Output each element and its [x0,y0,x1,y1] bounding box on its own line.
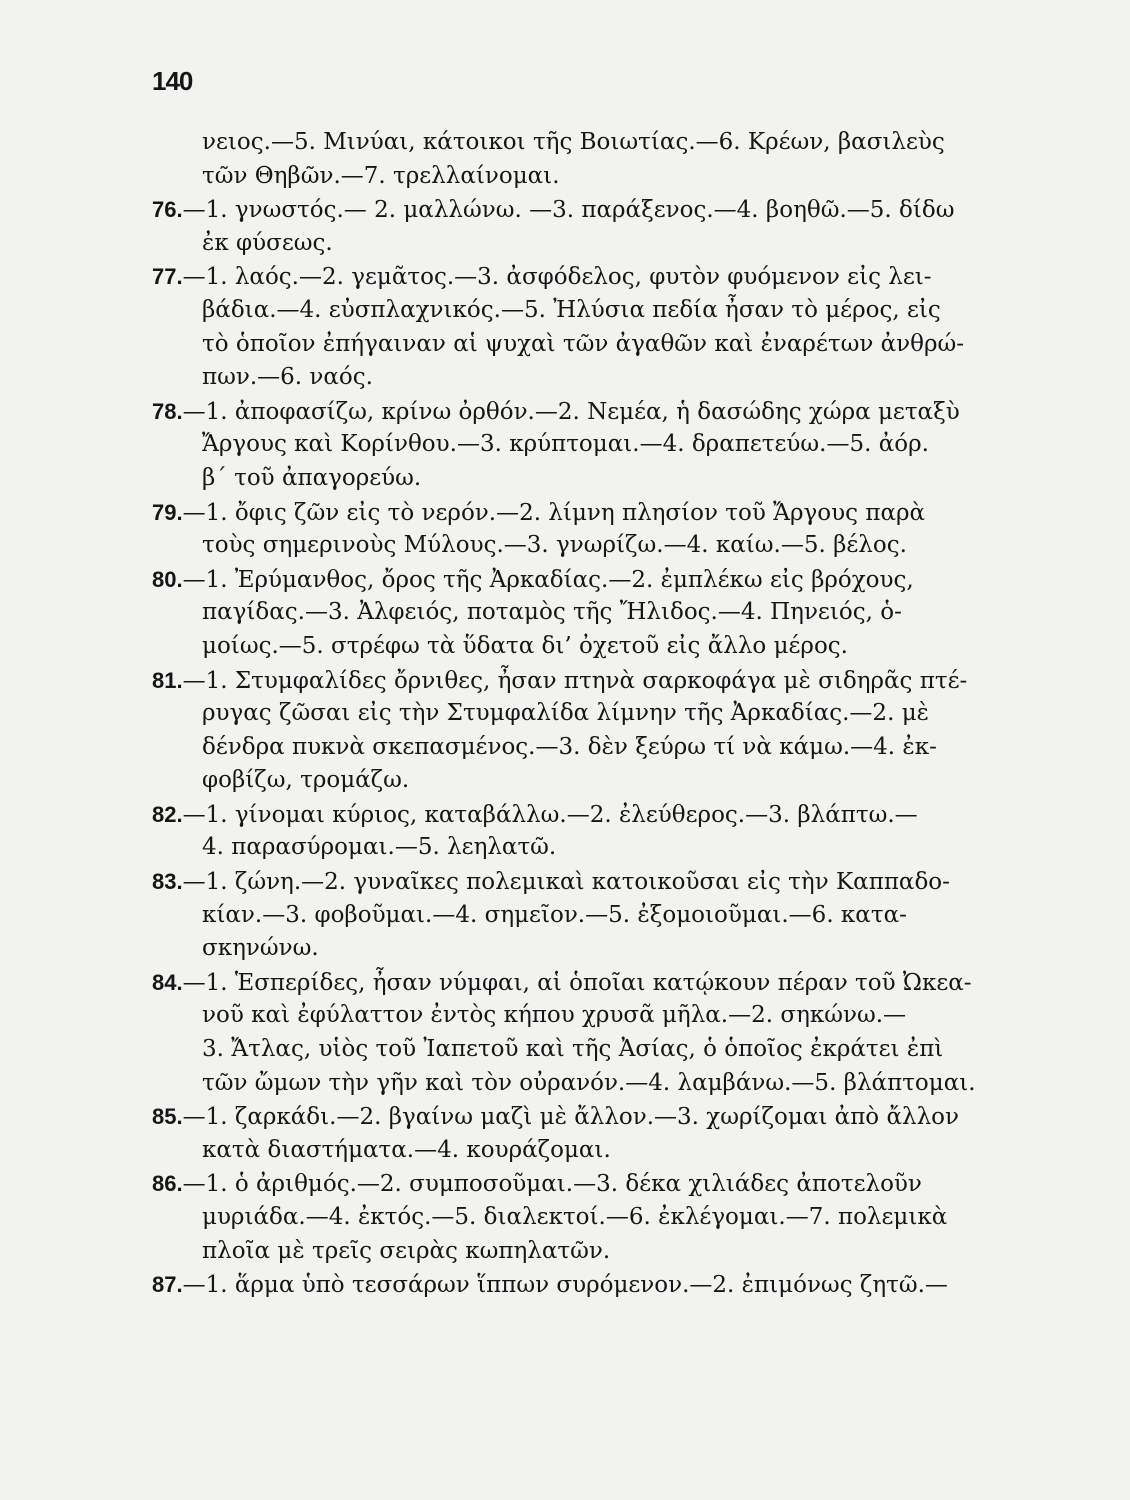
entry-start-line [152,563,992,597]
text-line [152,1033,992,1067]
line-text: —1. ζώνη.—2. γυναῖκες πολεμικαὶ κατοικοῦσαι εἰς τὴν Καππαδο- [182,869,950,896]
text-line [152,1067,992,1101]
line-text: σκηνώνω. [202,935,319,962]
line-text: —1. γίνομαι κύριος, καταβάλλω.—2. ἐλεύθερος.—3. βλάπτω.— [182,801,918,828]
entry-number: 79. [152,499,183,525]
entry-number: 84. [152,969,183,995]
line-text: Ἄργους καὶ Κορίνθου.—3. κρύπτομαι.—4. δραπετεύω.—5. ἀόρ. [202,431,929,458]
text-line [152,1201,992,1235]
line-text: τοὺς σημερινοὺς Μύλους.—3. γνωρίζω.—4. καίω.—5. βέλος. [202,532,907,559]
entry-start-line [152,395,992,429]
entry-number: 87. [152,1272,183,1298]
text-line [152,361,992,395]
text-line [152,227,992,261]
entry-start-line [152,496,992,530]
line-text: κατὰ διαστήματα.—4. κουράζομαι. [202,1136,611,1163]
line-text: —1. ἅρμα ὑπὸ τεσσάρων ἵππων συρόμενον.—2. ἐπιμόνως ζητῶ.— [182,1272,948,1299]
line-text: κίαν.—3. φοβοῦμαι.—4. σημεῖον.—5. ἐξομοιοῦμαι.—6. κατα- [202,901,907,928]
line-text: νειος.—5. Μινύαι, κάτοικοι τῆς Βοιωτίας.—6. Κρέων, βασιλεὺς [202,129,945,155]
text-line [152,1134,992,1168]
entry-number: 76. [152,197,183,223]
entry-number: 82. [152,801,183,827]
text-line [152,596,992,630]
entry-start-line [152,260,992,294]
entry-start-line [152,865,992,899]
line-text: μυριάδα.—4. ἐκτός.—5. διαλεκτοί.—6. ἐκλέγομαι.—7. πολεμικὰ [202,1204,948,1230]
entry-start-line [152,798,992,832]
entry-number: 83. [152,869,183,895]
entry-number: 86. [152,1171,183,1197]
text-line [152,1235,992,1269]
text-line [152,294,992,328]
line-text: φοβίζω, τρομάζω. [202,767,410,794]
text-line [152,529,992,563]
text-line [152,932,992,966]
line-text: βάδια.—4. εὐσπλαχνικός.—5. Ἠλύσια πεδία ἦσαν τὸ μέρος, εἰς [202,296,941,323]
line-text: νοῦ καὶ ἐφύλαττον ἐντὸς κήπου χρυσᾶ μῆλα.—2. σηκώνω.— [202,1002,907,1029]
line-text: ρυγας ζῶσαι εἰς τὴν Στυμφαλίδα λίμνην τῆς Ἀρκαδίας.—2. μὲ [202,700,929,727]
text-line [152,630,992,664]
line-text: —1. ὁ ἀριθμός.—2. συμποσοῦμαι.—3. δέκα χιλιάδες ἀποτελοῦν [182,1171,922,1198]
line-text: 3. Ἄτλας, υἱὸς τοῦ Ἰαπετοῦ καὶ τῆς Ἀσίας, ὁ ὁποῖος ἐκράτει ἐπὶ [202,1036,944,1063]
entry-start-line [152,193,992,227]
line-text: τῶν Θηβῶν.—7. τρελλαίνομαι. [202,162,560,189]
glossary-text [152,126,992,1302]
entry-start-line [152,966,992,1000]
text-line [152,731,992,765]
entry-start-line [152,1268,992,1302]
text-line [152,462,992,496]
text-line [152,160,992,194]
line-text: —1. ζαρκάδι.—2. βγαίνω μαζὶ μὲ ἄλλον.—3. χωρίζομαι ἀπὸ ἄλλον [182,1104,959,1131]
line-text: δένδρα πυκνὰ σκεπασμένος.—3. δὲν ξεύρω τί νὰ κάμω.—4. ἐκ- [202,733,937,760]
text-line [152,831,992,865]
line-text: 4. παρασύρομαι.—5. λεηλατῶ. [202,834,557,861]
text-line [152,999,992,1033]
line-text: μοίως.—5. στρέφω τὰ ὕδατα δι’ ὀχετοῦ εἰς ἄλλο μέρος. [202,632,848,659]
line-text: β΄ τοῦ ἀπαγορεύω. [202,464,422,491]
entry-number: 81. [152,667,183,693]
line-text: τῶν ὤμων τὴν γῆν καὶ τὸν οὐρανόν.—4. λαμβάνω.—5. βλάπτομαι. [202,1069,976,1096]
text-line [152,328,992,362]
line-text: —1. ἀποφασίζω, κρίνω ὀρθόν.—2. Νεμέα, ἡ δασώδης χώρα μεταξὺ [182,398,960,425]
line-text: —1. Ἐρύμανθος, ὄρος τῆς Ἀρκαδίας.—2. ἐμπλέκω εἰς βρόχους, [182,566,914,593]
line-text: —1. Στυμφαλίδες ὄρνιθες, ἦσαν πτηνὰ σαρκοφάγα μὲ σιδηρᾶς πτέ- [182,667,968,694]
entry-number: 85. [152,1104,183,1130]
line-text: πων.—6. ναός. [202,364,373,391]
line-text: —1. ὄφις ζῶν εἰς τὸ νερόν.—2. λίμνη πλησίον τοῦ Ἄργους παρὰ [182,499,926,526]
entry-number: 80. [152,566,183,592]
line-text: —1. λαός.—2. γεμᾶτος.—3. ἀσφόδελος, φυτὸν φυόμενον εἰς λει- [182,264,932,291]
line-text: πλοῖα μὲ τρεῖς σειρὰς κωπηλατῶν. [202,1237,611,1264]
entry-start-line [152,1167,992,1201]
line-text: παγίδας.—3. Ἀλφειός, ποταμὸς τῆς Ἤλιδος.—4. Πηνειός, ὁ- [202,599,902,626]
page-number: 140 [152,66,193,96]
entry-number: 78. [152,398,183,424]
line-text: —1. Ἑσπερίδες, ἦσαν νύμφαι, αἱ ὁποῖαι κατῴκουν πέραν τοῦ Ὠκεα- [182,969,972,996]
text-line [152,126,992,160]
text-line [152,697,992,731]
entry-start-line [152,1100,992,1134]
text-line [152,428,992,462]
line-text: ἐκ φύσεως. [202,229,333,256]
entry-number: 77. [152,264,183,290]
line-text: τὸ ὁποῖον ἐπήγαιναν αἱ ψυχαὶ τῶν ἀγαθῶν καὶ ἐναρέτων ἀνθρώ- [202,330,965,357]
text-line [152,764,992,798]
entry-start-line [152,664,992,698]
line-text: —1. γνωστός.— 2. μαλλώνω. —3. παράξενος.—4. βοηθῶ.—5. δίδω [182,197,955,224]
text-line [152,899,992,933]
